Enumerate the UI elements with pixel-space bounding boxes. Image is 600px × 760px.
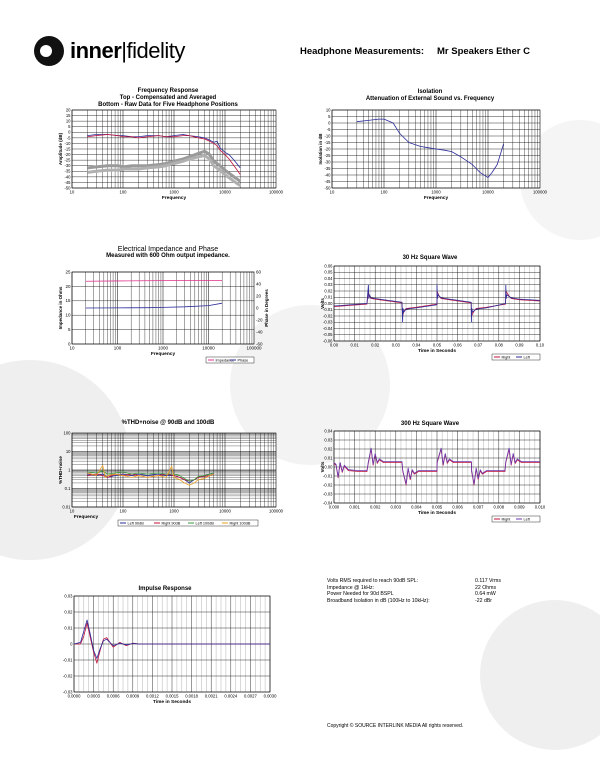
y-tick-label: 0.03 — [324, 437, 333, 443]
y-tick-label: -10 — [64, 140, 71, 146]
y-tick-label: -0.06 — [322, 338, 333, 344]
y-tick-label: -0.03 — [322, 491, 333, 497]
y-tick-label: -35 — [324, 165, 331, 171]
x-tick-label: 100 — [119, 189, 127, 195]
y-tick-label: 0.02 — [324, 446, 333, 452]
stat-row: Power Needed for 90d BSPL 0.64 mW — [327, 591, 496, 598]
y-tick-label: 0.04 — [324, 275, 333, 281]
x-tick-label: 100000 — [246, 345, 262, 351]
x-tick-label: 0.004 — [411, 504, 422, 510]
x-axis-label: Time in Seconds — [417, 511, 457, 516]
y-tick-label: 0.00 — [324, 300, 333, 306]
legend-label: Right 100dB — [229, 521, 251, 526]
stat-row: Broadband Isolation in dB (100Hz to 10kHz): -22 dBr — [327, 597, 493, 604]
y-tick-label: 0.01 — [324, 294, 333, 300]
x-axis-label: Frequency — [73, 515, 99, 520]
x-tick-label: 100000 — [269, 189, 283, 195]
legend-label: Right — [501, 355, 511, 360]
x-tick-label: 0.03 — [391, 342, 400, 348]
y-tick-label: 10 — [65, 448, 71, 454]
x-tick-label: 0.006 — [452, 504, 463, 510]
freq-title: Frequency Response — [137, 88, 199, 94]
imp-subtitle: Measured with 600 Ohm output impedance. — [106, 253, 230, 259]
y2-axis-label: Phase in Degrees — [264, 289, 269, 327]
x-tick-label: 10000 — [219, 189, 231, 195]
impulse-response-chart — [60, 593, 277, 706]
y2-tick-label: -20 — [256, 317, 263, 323]
y-tick-label: -0.02 — [62, 673, 73, 679]
y-tick-label: -20 — [324, 146, 331, 152]
x-tick-label: 0.0018 — [185, 693, 199, 699]
sq300-title: 300 Hz Square Wave — [400, 421, 460, 427]
x-tick-label: 10 — [329, 189, 335, 195]
y-axis-label: Isolation in dB — [318, 133, 323, 165]
y-tick-label: -15 — [324, 139, 331, 145]
x-tick-label: 0.009 — [514, 504, 525, 510]
y-axis-label: %THD+noise — [58, 456, 63, 484]
y-axis-label: Volts — [320, 298, 325, 309]
section-label: Headphone Measurements: — [300, 46, 425, 57]
x-tick-label: 0.04 — [412, 342, 421, 348]
y-tick-label: 0.01 — [324, 455, 333, 461]
stat-row: Impedance @ 1kHz: 22 Ohms — [327, 584, 497, 591]
y-tick-label: -0.02 — [322, 313, 333, 319]
x-tick-label: 1000 — [169, 189, 179, 195]
y-tick-label: 10 — [65, 312, 71, 318]
y-axis-label: Volts — [320, 461, 325, 473]
brand-name: inner|fidelity — [70, 38, 185, 63]
copyright: Copyright © SOURCE INTERLINK MEDIA All rights reserved. — [327, 723, 464, 729]
y-tick-label: -0.02 — [322, 482, 333, 488]
y-tick-label: 0 — [328, 120, 331, 126]
y-tick-label: -40 — [324, 172, 331, 178]
y-tick-label: 0.06 — [324, 263, 333, 269]
sq30-title: 30 Hz Square Wave — [402, 255, 458, 261]
thd-title: %THD+noise @ 90dB and 100dB — [121, 420, 215, 426]
y-tick-label: 5 — [68, 124, 71, 130]
x-tick-label: 1000 — [157, 345, 169, 351]
x-tick-label: 0.06 — [453, 342, 462, 348]
y-tick-label: -25 — [324, 152, 331, 158]
y2-tick-label: -40 — [256, 329, 263, 335]
y-tick-label: -0.01 — [322, 473, 333, 479]
x-tick-label: 10 — [69, 189, 75, 195]
y-tick-label: 0 — [67, 341, 71, 347]
x-tick-label: 1000 — [431, 189, 441, 195]
watermark-bottom-right — [480, 600, 600, 750]
x-tick-label: 0.005 — [431, 504, 443, 510]
y-tick-label: -0.03 — [322, 319, 333, 325]
y-tick-label: -20 — [64, 151, 71, 157]
x-tick-label: 0.0009 — [126, 693, 140, 699]
x-tick-label: 0.007 — [472, 504, 484, 510]
y-tick-label: 10 — [65, 118, 71, 124]
x-tick-label: 10 — [69, 345, 75, 351]
legend-label: Right — [501, 517, 511, 522]
x-tick-label: 0.000 — [328, 504, 340, 510]
y-tick-label: 0.1 — [64, 485, 71, 491]
imp-title-block — [60, 246, 276, 260]
y2-tick-label: -60 — [256, 341, 263, 347]
imp-title: Electrical Impedance and Phase — [117, 246, 219, 253]
y-tick-label: 5 — [67, 327, 71, 332]
y-tick-label: 5 — [328, 113, 331, 119]
y-tick-label: 100 — [63, 430, 71, 436]
x-tick-label: 0.003 — [390, 504, 402, 510]
x-tick-label: 0.07 — [474, 342, 483, 348]
legend-label: Left 100dB — [195, 521, 214, 526]
y-tick-label: 0.04 — [324, 428, 333, 434]
x-tick-label: 0.0030 — [263, 693, 277, 699]
y-tick-label: 0 — [68, 129, 71, 135]
legend-label: Impedance — [215, 358, 235, 363]
y-tick-label: 0.03 — [64, 593, 73, 599]
y-tick-label: -0.01 — [322, 307, 333, 313]
square-300hz-chart — [320, 428, 546, 525]
y-tick-label: 0.02 — [64, 609, 73, 615]
y-tick-label: 25 — [65, 269, 71, 275]
y-tick-label: -0.04 — [322, 500, 333, 506]
x-tick-label: 0.01 — [350, 342, 359, 348]
y2-tick-label: 20 — [256, 293, 262, 299]
y-tick-label: 20 — [65, 107, 71, 113]
x-axis-label: Frequency — [150, 352, 176, 357]
x-tick-label: 100 — [119, 508, 127, 514]
iso-subtitle: Attenuation of External Sound vs. Frequency — [365, 96, 495, 102]
x-tick-label: 0.0015 — [165, 693, 179, 699]
stat-row: Volts RMS required to reach 90dB SPL: 0.117 Vrms — [327, 578, 501, 584]
y-tick-label: 15 — [65, 112, 71, 118]
x-axis-label: Time in Seconds — [417, 349, 457, 354]
y-tick-label: 10 — [325, 107, 331, 113]
y2-tick-label: 0 — [256, 305, 259, 311]
legend-label: Left 90dB — [127, 521, 144, 526]
y-tick-label: -0.03 — [62, 689, 73, 695]
impedance-chart — [58, 269, 276, 364]
y-tick-label: -5 — [66, 135, 71, 141]
y-tick-label: -45 — [64, 179, 71, 185]
square-30hz-chart — [320, 263, 545, 361]
y-tick-label: 15 — [65, 298, 71, 304]
x-tick-label: 0.0024 — [224, 693, 238, 699]
x-tick-label: 0.001 — [349, 504, 360, 510]
x-axis-label: Time in Seconds — [152, 700, 192, 705]
brand-logo — [34, 36, 214, 68]
stats-block — [327, 578, 557, 604]
y-tick-label: -15 — [64, 146, 71, 152]
yin-yang-icon — [34, 36, 64, 66]
x-tick-label: 0.0000 — [67, 693, 81, 699]
y-tick-label: 0.05 — [324, 269, 333, 275]
x-tick-label: 0.0027 — [243, 693, 257, 699]
x-tick-label: 100 — [113, 345, 122, 351]
y-tick-label: 0.02 — [324, 288, 333, 294]
y-tick-label: 20 — [65, 283, 71, 289]
y-tick-label: 0 — [70, 641, 73, 647]
frequency-response-chart — [58, 107, 283, 204]
y-tick-label: 0.03 — [324, 282, 333, 288]
y-axis-label: Amplitude (dB) — [58, 132, 63, 166]
y2-tick-label: 40 — [256, 281, 262, 287]
x-tick-label: 10000 — [482, 189, 494, 195]
legend-label: Phase — [237, 358, 249, 363]
x-tick-label: 0.02 — [371, 342, 380, 348]
x-tick-label: 10 — [69, 508, 75, 514]
y-axis-label: Impedance in Ohms — [58, 286, 63, 330]
y-tick-label: -30 — [64, 163, 71, 169]
x-tick-label: 0.002 — [369, 504, 381, 510]
legend-label: Left — [523, 355, 530, 360]
y-tick-label: -25 — [64, 157, 71, 163]
x-tick-label: 100000 — [533, 189, 547, 195]
model-name: Mr Speakers Ether C — [437, 46, 530, 57]
y-tick-label: -40 — [64, 174, 71, 180]
y2-tick-label: 60 — [256, 269, 262, 275]
x-tick-label: 100 — [380, 189, 388, 195]
y-tick-label: -0.05 — [322, 332, 333, 338]
x-tick-label: 0.08 — [494, 342, 503, 348]
y-tick-label: -5 — [326, 126, 331, 132]
iso-title-block — [320, 89, 540, 103]
y-tick-label: 1 — [68, 467, 71, 473]
x-tick-label: 0.05 — [432, 342, 442, 348]
iso-title: Isolation — [417, 89, 443, 95]
thd-chart — [58, 430, 283, 527]
y-tick-label: -50 — [64, 185, 71, 191]
y-tick-label: -45 — [324, 178, 331, 184]
x-tick-label: 0.008 — [493, 504, 505, 510]
y-tick-label: -10 — [324, 133, 331, 139]
x-tick-label: 0.10 — [535, 342, 545, 348]
y-tick-label: -0.01 — [62, 657, 73, 663]
x-tick-label: 10000 — [219, 508, 231, 514]
x-tick-label: 0.0012 — [145, 693, 159, 699]
freq-subtitle2: Bottom - Raw Data for Five Headphone Positions — [98, 102, 238, 108]
x-tick-label: 100000 — [269, 508, 283, 514]
freq-subtitle: Top - Compensated and Averaged — [119, 95, 217, 101]
y-tick-label: 0.01 — [64, 625, 73, 631]
y-tick-label: -35 — [64, 168, 71, 174]
impulse-title: Impulse Response — [138, 586, 192, 592]
y-tick-label: -50 — [324, 185, 331, 191]
x-tick-label: 0.00 — [329, 342, 339, 348]
legend-label: Left — [523, 517, 530, 522]
x-tick-label: 1000 — [169, 508, 179, 514]
x-tick-label: 0.0021 — [204, 693, 218, 699]
legend-label: Right 90dB — [161, 521, 181, 526]
x-axis-label: Frequency — [423, 196, 449, 201]
y-tick-label: 0.01 — [62, 504, 71, 510]
x-tick-label: 0.0003 — [87, 693, 101, 699]
x-tick-label: 0.09 — [515, 342, 524, 348]
x-tick-label: 10000 — [202, 345, 215, 351]
y-tick-label: -0.04 — [322, 325, 333, 331]
y-tick-label: -30 — [324, 159, 331, 165]
isolation-chart — [318, 107, 547, 204]
x-tick-label: 0.010 — [534, 504, 546, 510]
x-tick-label: 0.0006 — [106, 693, 120, 699]
freq-title-block — [60, 88, 276, 109]
x-axis-label: Frequency — [161, 196, 187, 201]
y-tick-label: 0.00 — [324, 464, 333, 470]
